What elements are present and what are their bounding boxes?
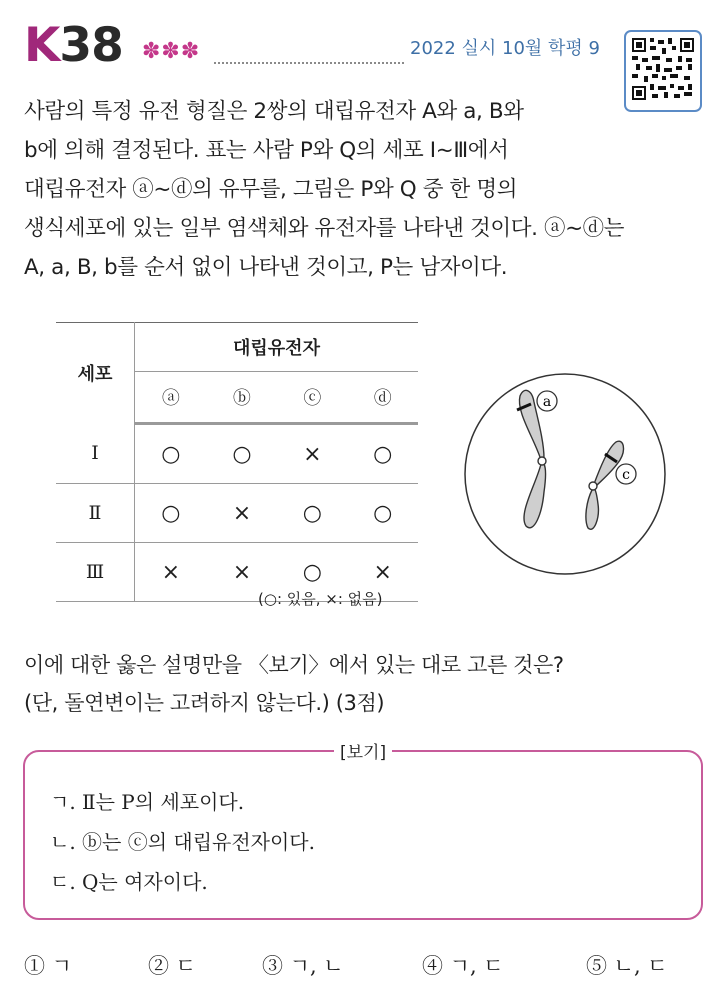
- allele-header: ⓓ: [348, 372, 418, 424]
- gene-label-c-text: c: [622, 467, 630, 483]
- cell-label: Ⅱ: [56, 484, 135, 543]
- bogi-items: [50, 782, 315, 902]
- table-cell: ○: [348, 424, 418, 484]
- table-cell: ○: [207, 424, 277, 484]
- problem-code-number: 38: [59, 18, 123, 73]
- instruction-line: 이에 대한 옳은 설명만을 〈보기〉에서 있는 대로 고른 것은?: [24, 653, 564, 677]
- table-cell: ×: [207, 484, 277, 543]
- allele-header: ⓑ: [207, 372, 277, 424]
- allele-group-header: 대립유전자: [135, 323, 419, 372]
- table-header-row: [56, 323, 418, 372]
- table-cell: ×: [277, 424, 347, 484]
- table-cell: ○: [277, 484, 347, 543]
- table-cell: ○: [277, 543, 347, 602]
- allele-table: [56, 322, 418, 602]
- header: [24, 20, 604, 72]
- instruction-text: [24, 646, 564, 722]
- bogi-item: ㄷ. Q는 여자이다.: [50, 870, 208, 894]
- cell-column-header: 세포: [56, 323, 135, 424]
- allele-header: ⓐ: [135, 372, 207, 424]
- question-text: [24, 92, 704, 287]
- gene-label-a-text: a: [542, 394, 552, 410]
- gamete-cell-diagram: [460, 368, 670, 580]
- table-cell: ×: [135, 543, 207, 602]
- table-cell: ○: [135, 484, 207, 543]
- answer-options: [24, 950, 704, 990]
- table-cell: ○: [135, 424, 207, 484]
- bogi-item: ㄱ. Ⅱ는 P의 세포이다.: [50, 790, 245, 814]
- problem-code-letter: K: [24, 18, 60, 73]
- answer-option-1[interactable]: ① ㄱ: [24, 954, 72, 978]
- answer-option-2[interactable]: ② ㄷ: [148, 954, 196, 978]
- table-row: [56, 484, 418, 543]
- cell-label: Ⅰ: [56, 424, 135, 484]
- table-row: [56, 424, 418, 484]
- exam-source: 2022 실시 10월 학평 9: [410, 38, 600, 59]
- table-cell: ×: [207, 543, 277, 602]
- difficulty-stars: ✽✽✽: [142, 39, 201, 64]
- table-legend: (○: 있음, ×: 없음): [258, 590, 383, 608]
- instruction-line: (단, 돌연변이는 고려하지 않는다.) (3점): [24, 691, 385, 715]
- question-line: b에 의해 결정된다. 표는 사람 P와 Q의 세포 Ⅰ~Ⅲ에서: [24, 138, 509, 163]
- table-cell: ×: [348, 543, 418, 602]
- answer-option-5[interactable]: ⑤ ㄴ, ㄷ: [586, 954, 668, 978]
- bogi-label: [보기]: [334, 738, 392, 763]
- question-line: 대립유전자 ⓐ~ⓓ의 유무를, 그림은 P와 Q 중 한 명의: [24, 177, 518, 202]
- answer-option-4[interactable]: ④ ㄱ, ㄷ: [422, 954, 504, 978]
- cell-label: Ⅲ: [56, 543, 135, 602]
- answer-option-3[interactable]: ③ ㄱ, ㄴ: [262, 954, 344, 978]
- bogi-item: ㄴ. ⓑ는 ⓒ의 대립유전자이다.: [50, 830, 315, 854]
- question-line: 사람의 특정 유전 형질은 2쌍의 대립유전자 A와 a, B와: [24, 99, 524, 124]
- dotted-leader: [214, 62, 404, 64]
- question-line: A, a, B, b를 순서 없이 나타낸 것이고, P는 남자이다.: [24, 255, 508, 280]
- allele-header: ⓒ: [277, 372, 347, 424]
- table-cell: ○: [348, 484, 418, 543]
- question-line: 생식세포에 있는 일부 염색체와 유전자를 나타낸 것이다. ⓐ~ⓓ는: [24, 216, 625, 241]
- problem-code: [24, 20, 123, 72]
